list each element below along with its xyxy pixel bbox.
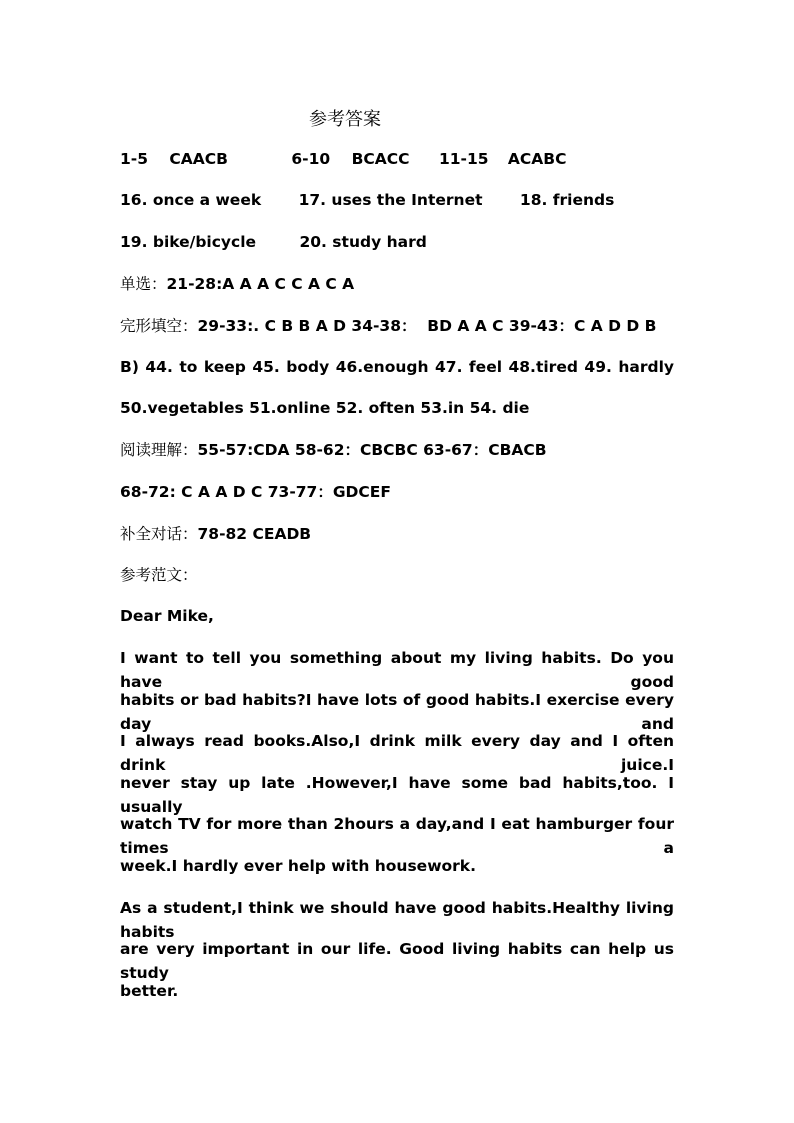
answers-row-2 (120, 188, 674, 212)
answer-item: 18. friends (519, 191, 615, 209)
essay-line: I want to tell you something about my living habits. Do you have good (120, 649, 674, 691)
reading-row-2: 68-72: C A A D C 73-77：GDCEF (120, 483, 391, 501)
essay-line: never stay up late .However,I have some bad habits,too. I usually (120, 774, 674, 816)
range-answers: CAACB (169, 150, 228, 168)
cloze-row (120, 314, 674, 338)
range-answers: BCACC (351, 150, 410, 168)
section-answers: 29-33:. C B B A D 34-38： BD A A C 39-43：C A D D B (197, 317, 657, 335)
section-answers: 21-28:A A A C C A C A (166, 275, 355, 293)
dialogue-row (120, 522, 674, 546)
answer-item: 17. uses the Internet (298, 191, 483, 209)
answers-row-1 (120, 147, 674, 171)
page-title: 参考答案 (309, 109, 381, 130)
section-label: 单选： (120, 275, 167, 293)
section-label: 阅读理解： (120, 441, 198, 459)
single-choice-row (120, 272, 674, 296)
essay-line: habits or bad habits?I have lots of good habits.I exercise every day and (120, 691, 674, 733)
answers-row-3 (120, 230, 674, 254)
section-b-row-2: 50.vegetables 51.online 52. often 53.in 54. die (120, 399, 530, 417)
answer-item: 19. bike/bicycle (120, 233, 257, 251)
section-answers: 55-57:CDA 58-62：CBCBC 63-67：CBACB (197, 441, 547, 459)
range-label: 11-15 (438, 150, 489, 168)
reading-row (120, 438, 674, 462)
essay-label: 参考范文： (120, 566, 198, 584)
section-answers: 78-82 CEADB (197, 525, 312, 543)
section-b-row-1: B) 44. to keep 45. body 46.enough 47. feel 48.tired 49. hardly (120, 358, 674, 376)
answer-item: 16. once a week (120, 191, 262, 209)
essay-line: better. (120, 982, 179, 1000)
essay-line: As a student,I think we should have good habits.Healthy living habits (120, 899, 674, 941)
essay-line: watch TV for more than 2hours a day,and I eat hamburger four times a (120, 815, 674, 857)
section-label: 完形填空： (120, 317, 198, 335)
essay-line: I always read books.Also,I drink milk every day and I often drink juice.I (120, 732, 674, 774)
range-label: 1-5 (120, 150, 149, 168)
range-answers: ACABC (507, 150, 567, 168)
answer-item: 20. study hard (299, 233, 427, 251)
essay-line: week.I hardly ever help with housework. (120, 857, 477, 875)
section-label: 补全对话： (120, 525, 198, 543)
essay-line: are very important in our life. Good living habits can help us study (120, 940, 674, 982)
essay-greeting: Dear Mike, (120, 607, 214, 625)
range-label: 6-10 (291, 150, 331, 168)
